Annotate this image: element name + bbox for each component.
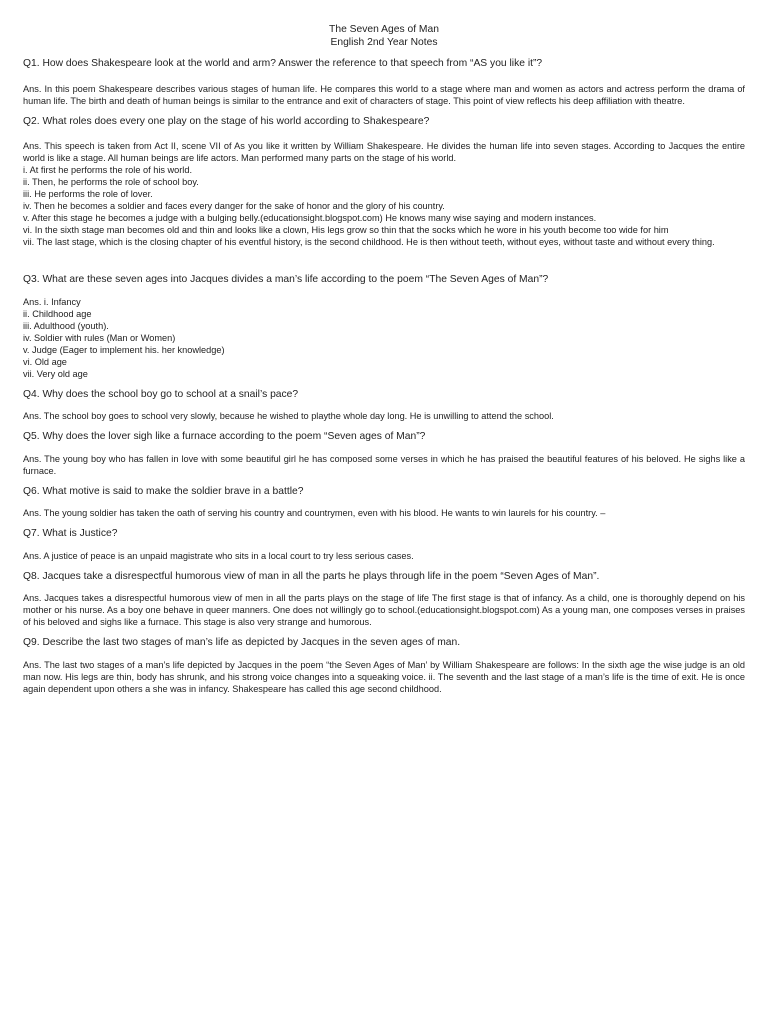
question-1: Q1. How does Shakespeare look at the world and arm? Answer the reference to that speech from “AS you like it”? xyxy=(23,58,543,69)
answer-8: Ans. Jacques takes a disrespectful humorous view of men in all the parts plays on the stage of life The first stage is that of infancy. As a child, one is thoroughly depend on his mother or his nurse. As a boy one behave in queer manners. One does not willingly go to school.(educationsight.blogspot.com) As a young man, one composes verses in praises of his beloved and sighs like a furnace. This stage is also very strange and humorous. xyxy=(23,593,745,627)
answer-2-item: iii. He performs the role of lover. xyxy=(23,189,153,199)
answer-6: Ans. The young soldier has taken the oath of serving his country and countrymen, even with his blood. He wants to win laurels for his country. – xyxy=(23,508,606,518)
answer-3-item: vi. Old age xyxy=(23,356,67,367)
document-title: The Seven Ages of Man xyxy=(329,24,439,35)
question-2: Q2. What roles does every one play on the stage of his world according to Shakespeare? xyxy=(23,115,430,127)
answer-2-intro: Ans. This speech is taken from Act II, scene VII of As you like it written by William Shakespeare. He divides the human life into seven stages. According to Jacques the entire world is like a stage. All human beings are life actors. Man performed many parts on the stage of his world. xyxy=(23,141,745,163)
answer-3-item: v. Judge (Eager to implement his. her knowledge) xyxy=(23,344,225,355)
document-subtitle: English 2nd Year Notes xyxy=(330,36,438,48)
answer-2-item: vi. In the sixth stage man becomes old and thin and looks like a clown, His legs grow so thin that the socks which he wore in his youth become too wide for him xyxy=(23,225,669,235)
answer-2 xyxy=(23,140,745,248)
answer-3 xyxy=(23,296,745,380)
answer-1: Ans. In this poem Shakespeare describes various stages of human life. He compares this world to a stage where man and women as actors and actress perform the drama of human life. The birth and death of human beings is similar to the entrance and exit of characters of stage. This point of view reflects his deep affiliation with theatre. xyxy=(23,83,745,106)
answer-2-item: i. At first he performs the role of his world. xyxy=(23,165,193,175)
answer-2-item: ii. Then, he performs the role of school boy. xyxy=(23,177,199,187)
answer-4: Ans. The school boy goes to school very slowly, because he wished to playthe whole day long. He is unwilling to attend the school. xyxy=(23,411,554,421)
answer-3-item: ii. Childhood age xyxy=(23,308,92,319)
document-header xyxy=(23,24,745,49)
question-6: Q6. What motive is said to make the soldier brave in a battle? xyxy=(23,485,304,497)
question-9: Q9. Describe the last two stages of man’s life as depicted by Jacques in the seven ages of man. xyxy=(23,637,461,648)
question-3: Q3. What are these seven ages into Jacques divides a man’s life according to the poem “The Seven Ages of Man”? xyxy=(23,274,549,285)
answer-3-item: Ans. i. Infancy xyxy=(23,296,81,307)
answer-5: Ans. The young boy who has fallen in love with some beautiful girl he has composed some verses in which he has praised the beautiful features of his beloved. He sighs like a furnace. xyxy=(23,453,745,476)
answer-2-item: iv. Then he becomes a soldier and faces every danger for the sake of honor and the glory of his country. xyxy=(23,201,445,211)
answer-3-item: iii. Adulthood (youth). xyxy=(23,320,109,331)
answer-2-item: v. After this stage he becomes a judge with a bulging belly.(educationsight.blogspot.com) He knows many wise saying and modern instances. xyxy=(23,213,597,223)
answer-2-item: vii. The last stage, which is the closing chapter of his eventful history, is the second childhood. He is then without teeth, without eyes, without taste and without every thing. xyxy=(23,237,715,247)
answer-7: Ans. A justice of peace is an unpaid magistrate who sits in a local court to try less serious cases. xyxy=(23,550,414,561)
question-4: Q4. Why does the school boy go to school at a snail’s pace? xyxy=(23,388,299,400)
answer-9: Ans. The last two stages of a man’s life depicted by Jacques in the poem “the Seven Ages of Man’ by William Shakespeare are follows: In the sixth age the wise judge is an old man now. His legs are thin, body has shrunk, and his strong voice changes into a squeaking voice. ii. The seventh and the last stage of a man’s life is the time of exit. He is once again dependent upon others a she was in infancy. Shakespeare has called this age second childhood. xyxy=(23,659,745,694)
question-7: Q7. What is Justice? xyxy=(23,528,118,539)
question-8: Q8. Jacques take a disrespectful humorous view of man in all the parts he plays through life in the poem “Seven Ages of Man”. xyxy=(23,570,600,582)
question-5: Q5. Why does the lover sigh like a furnace according to the poem “Seven ages of Man”? xyxy=(23,431,426,442)
answer-3-item: iv. Soldier with rules (Man or Women) xyxy=(23,332,176,343)
answer-3-item: vii. Very old age xyxy=(23,368,88,379)
